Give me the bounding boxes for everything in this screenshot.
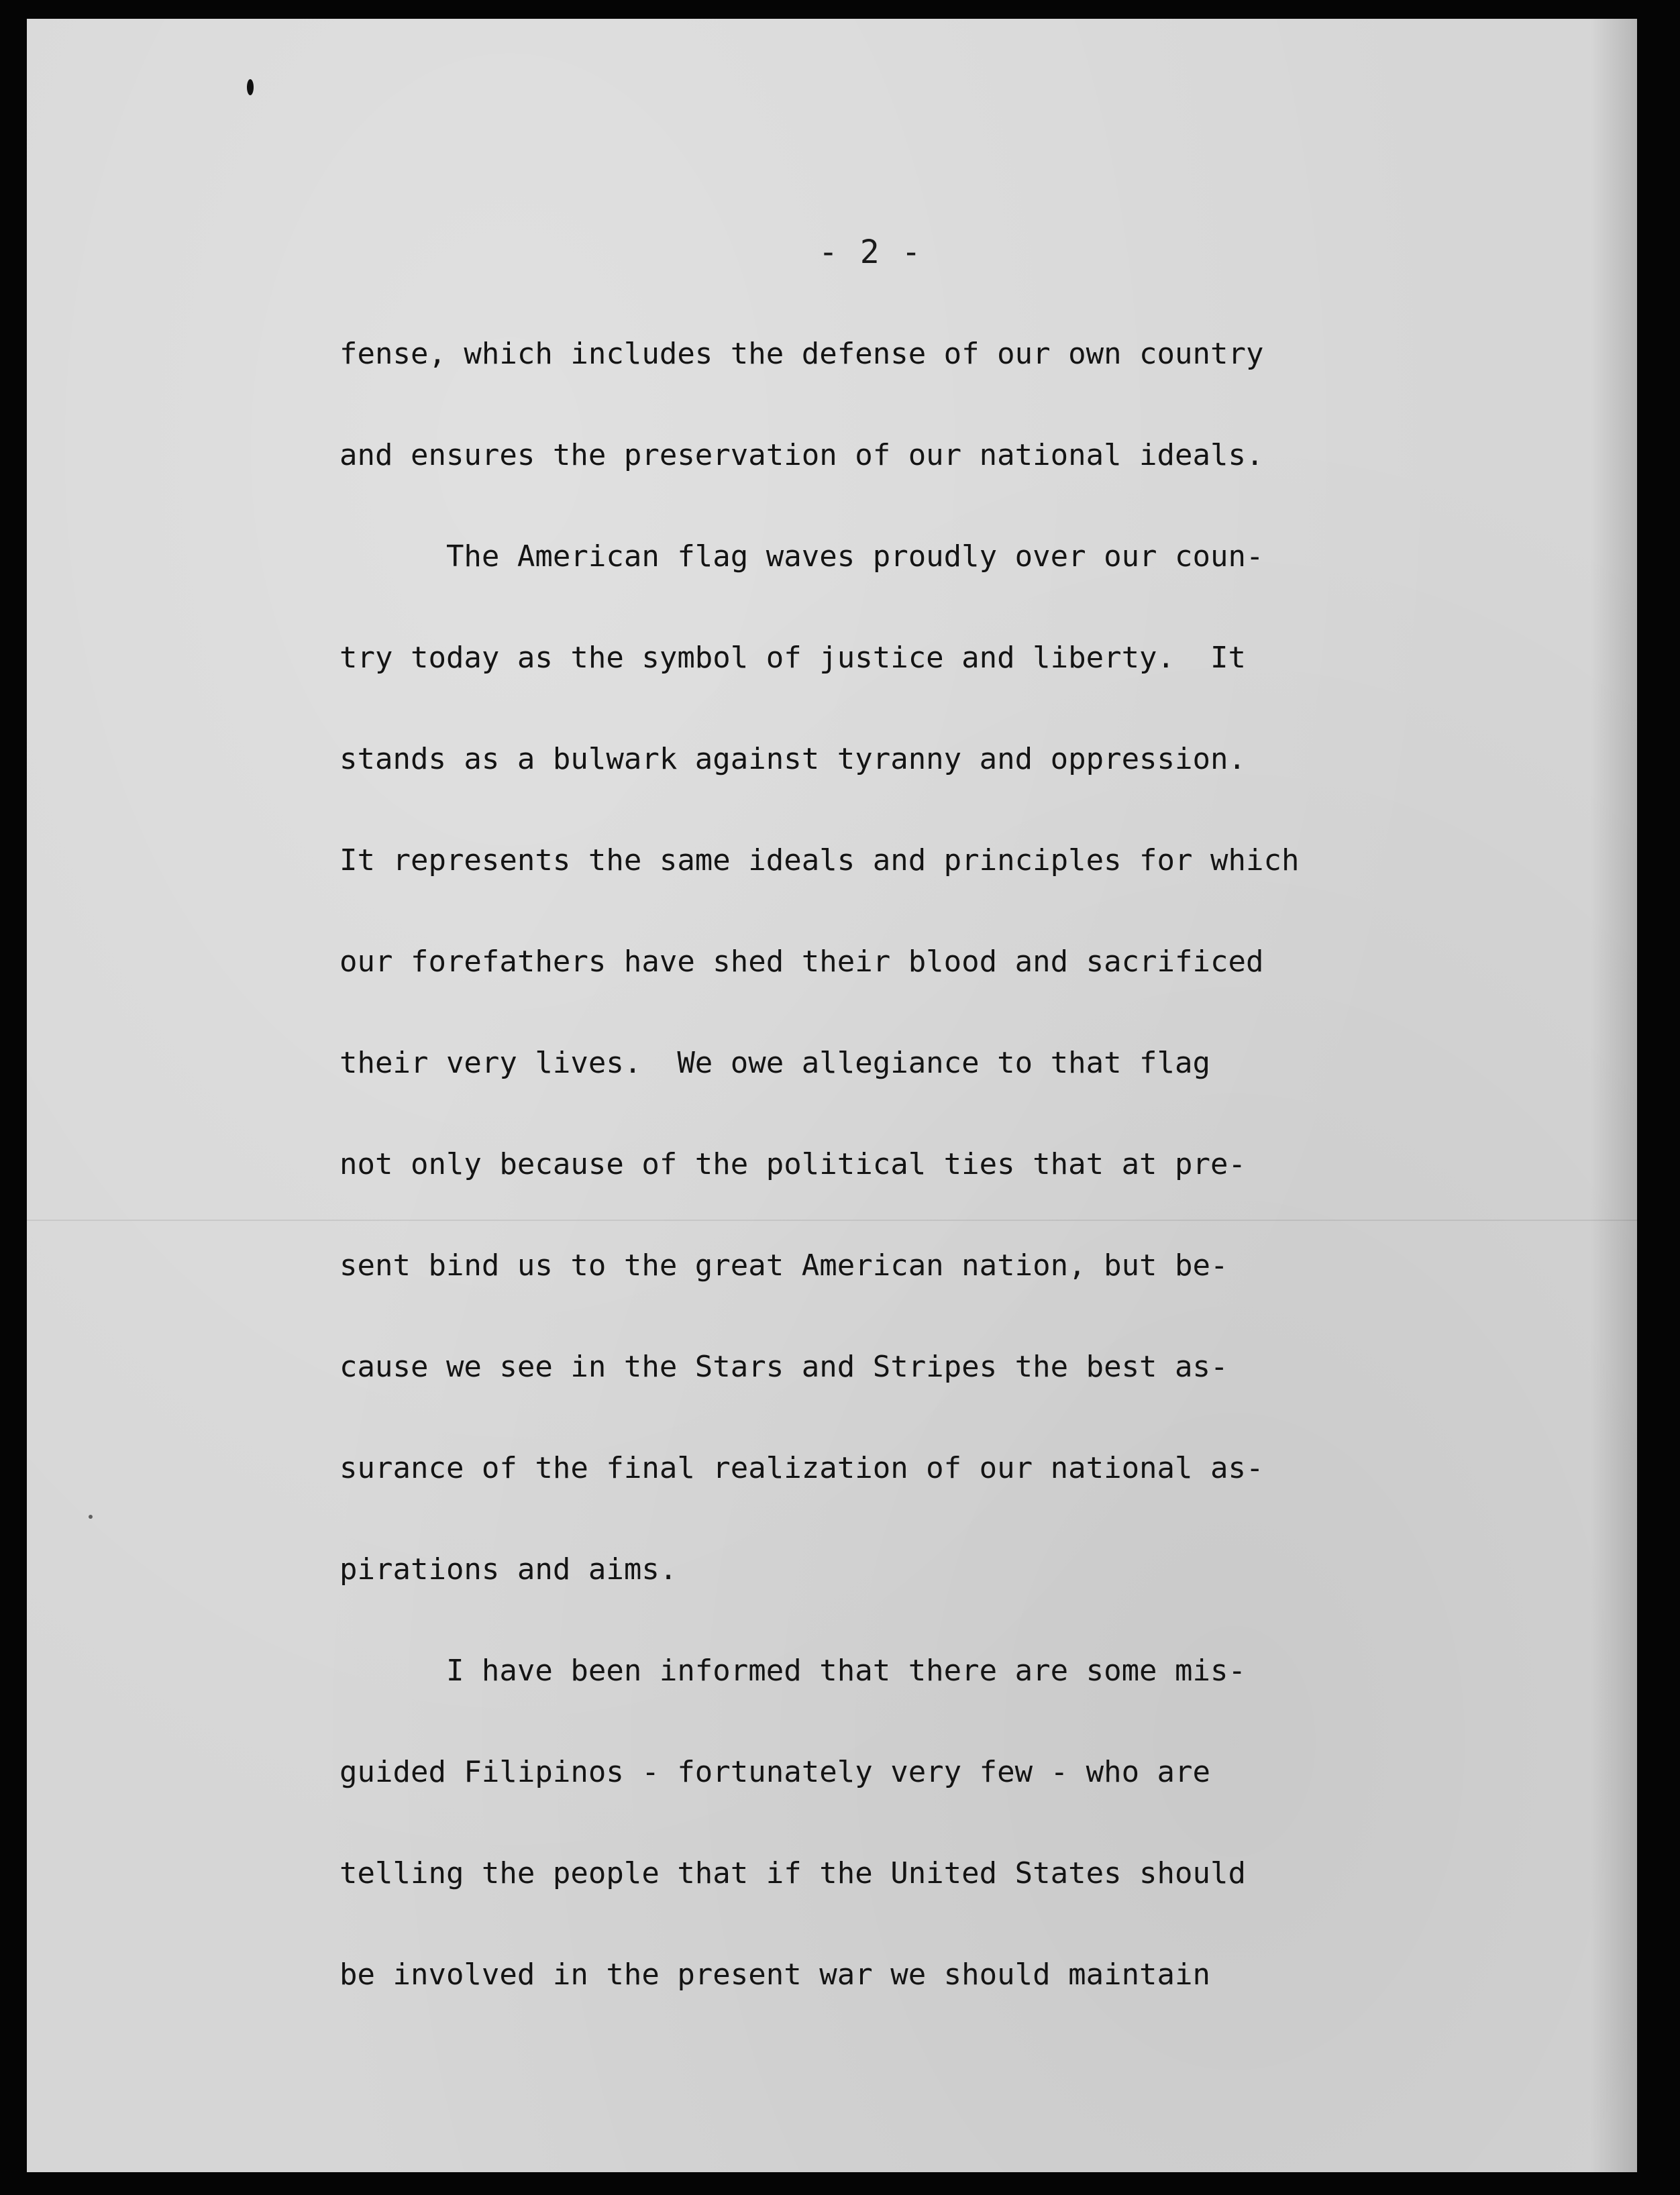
text-line: be involved in the present war we should maintain	[339, 1958, 1211, 1992]
text-line: fense, which includes the defense of our own country	[339, 337, 1264, 371]
text-line: I have been informed that there are some mis-	[339, 1654, 1247, 1688]
typed-body-text	[339, 334, 1493, 2056]
text-line: sent bind us to the great American nation, but be-	[339, 1248, 1228, 1283]
text-line: our forefathers have shed their blood and sacrificed	[339, 945, 1264, 979]
text-line: pirations and aims.	[339, 1552, 678, 1587]
text-line: their very lives. We owe allegiance to that flag	[339, 1046, 1211, 1080]
text-line: cause we see in the Stars and Stripes the best as-	[339, 1350, 1228, 1384]
text-line: stands as a bulwark against tyranny and oppression.	[339, 742, 1247, 776]
text-line: surance of the final realization of our national as-	[339, 1451, 1264, 1485]
page-number: - 2 -	[819, 233, 923, 271]
text-line: telling the people that if the United States should	[339, 1856, 1247, 1890]
document-page	[27, 19, 1637, 2172]
text-line: guided Filipinos - fortunately very few - who are	[339, 1755, 1211, 1789]
text-line: try today as the symbol of justice and liberty. It	[339, 641, 1247, 675]
text-line: It represents the same ideals and principles for which	[339, 843, 1300, 877]
ink-speck	[247, 79, 254, 95]
text-line: The American flag waves proudly over our coun-	[339, 539, 1264, 574]
ink-speck	[89, 1515, 93, 1519]
text-line: not only because of the political ties that at pre-	[339, 1147, 1247, 1181]
text-line: and ensures the preservation of our national ideals.	[339, 438, 1264, 472]
page-edge-shadow	[1590, 19, 1637, 2172]
